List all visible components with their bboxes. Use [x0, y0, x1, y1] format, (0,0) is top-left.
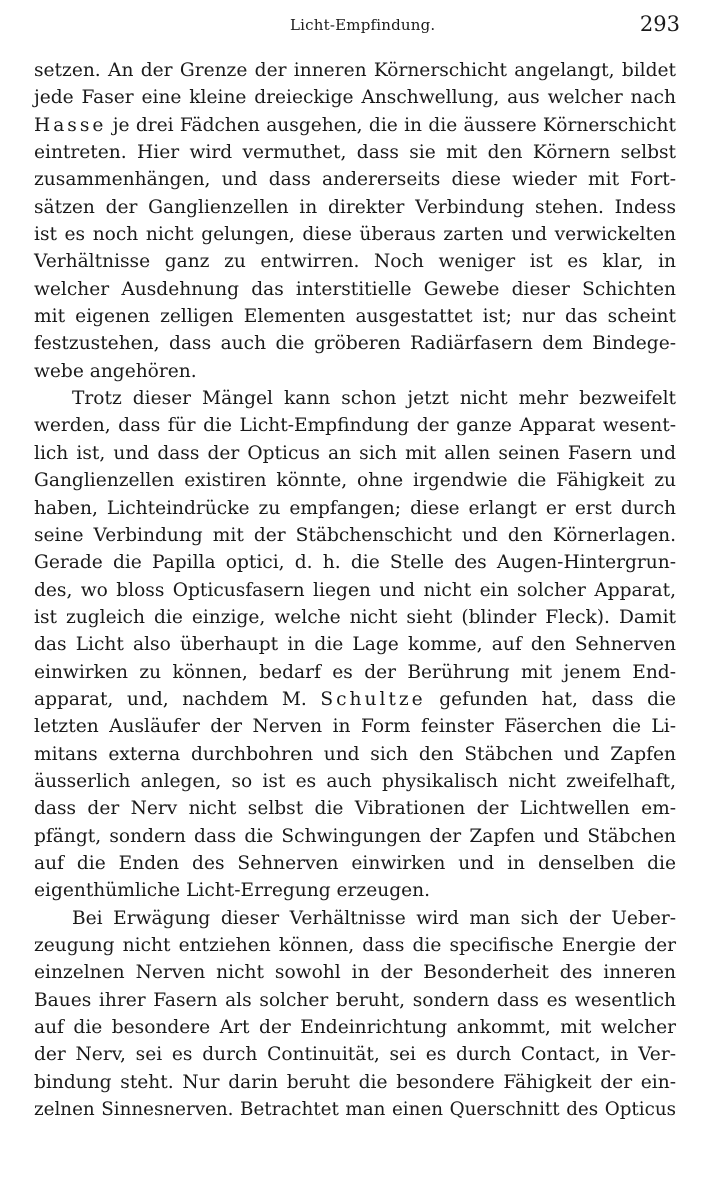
text-line: Ganglienzellen existiren könnte, ohne irgendwie die Fähigkeit zu: [34, 470, 676, 492]
text-line: seine Verbindung mit der Stäbchenschicht und den Körnerlagen.: [34, 524, 676, 546]
text-line: welcher Ausdehnung das interstitielle Gewebe dieser Schichten: [34, 278, 676, 300]
text-line: eigenthümliche Licht-Erregung erzeugen.: [34, 880, 430, 902]
text-line: festzustehen, dass auch die gröberen Radiärfasern dem Bindege-: [34, 333, 676, 355]
text-line: ist zugleich die einzige, welche nicht sieht (blinder Fleck). Damit: [34, 606, 676, 628]
text-line: webe angehören.: [34, 360, 197, 382]
text-line: lich ist, und dass der Opticus an sich mit allen seinen Fasern und: [34, 442, 676, 464]
text-line: Baues ihrer Fasern als solcher beruht, sondern dass es wesentlich: [34, 989, 676, 1011]
text-line: eintreten. Hier wird vermuthet, dass sie mit den Körnern selbst: [34, 142, 676, 164]
text-line: zusammenhängen, und dass andererseits diese wieder mit Fort-: [34, 169, 676, 191]
text-line: pfängt, sondern dass die Schwingungen der Zapfen und Stäbchen: [34, 825, 676, 847]
emphasized-name: Schultze: [320, 688, 426, 710]
text-line: zeugung nicht entziehen können, dass die specifische Energie der: [34, 935, 676, 956]
text-line: Trotz dieser Mängel kann schon jetzt nicht mehr bezweifelt: [72, 388, 676, 410]
running-title: Licht-Empfindung.: [290, 16, 436, 34]
text-line: auf die Enden des Sehnerven einwirken und in denselben die: [34, 852, 676, 874]
text-line: einwirken zu können, bedarf es der Berührung mit jenem End-: [34, 661, 676, 683]
text-line: auf die besondere Art der Endeinrichtung ankommt, mit welcher: [34, 1017, 676, 1039]
body-text: [34, 57, 676, 1123]
text-line: Gerade die Papilla optici, d. h. die Stelle des Augen-Hintergrun-: [34, 552, 676, 574]
text-line: letzten Ausläufer der Nerven in Form feinster Fäserchen die Li-: [34, 716, 676, 738]
text-line: dass der Nerv nicht selbst die Vibrationen der Lichtwellen em-: [34, 798, 676, 820]
text-line: einzelnen Nerven nicht sowohl in der Besonderheit des inneren: [34, 962, 676, 984]
text-line: mitans externa durchbohren und sich den Stäbchen und Zapfen: [34, 743, 676, 765]
text-line: äusserlich anlegen, so ist es auch physikalisch nicht zweifelhaft,: [34, 770, 676, 792]
page-number: 293: [639, 12, 680, 36]
text-line: werden, dass für die Licht-Empfindung der ganze Apparat wesent-: [34, 415, 676, 437]
text-line: jede Faser eine kleine dreieckige Anschwellung, aus welcher nach: [34, 87, 676, 109]
text-line: setzen. An der Grenze der inneren Körnerschicht angelangt, bildet: [34, 60, 676, 81]
text-line: zelnen Sinnesnerven. Betrachtet man einen Querschnitt des Opticus: [34, 1099, 676, 1121]
text-line: sätzen der Ganglienzellen in direkter Verbindung stehen. Indess: [34, 196, 676, 218]
text-line: Hasse je drei Fädchen ausgehen, die in die äussere Körnerschicht: [34, 114, 676, 136]
text-line: haben, Lichteindrücke zu empfangen; diese erlangt er erst durch: [34, 497, 676, 519]
running-header: [0, 10, 708, 40]
text-line: mit eigenen zelligen Elementen ausgestattet ist; nur das scheint: [34, 306, 676, 328]
text-line: Verhältnisse ganz zu entwirren. Noch weniger ist es klar, in: [34, 251, 676, 273]
text-line: das Licht also überhaupt in die Lage komme, auf den Sehnerven: [34, 634, 676, 656]
text-line: apparat, und, nachdem M. Schultze gefunden hat, dass die: [34, 688, 676, 710]
text-line: bindung steht. Nur darin beruht die besondere Fähigkeit der ein-: [34, 1071, 676, 1093]
text-line: Bei Erwägung dieser Verhältnisse wird man sich der Ueber-: [72, 907, 676, 929]
text-line: ist es noch nicht gelungen, diese überaus zarten und verwickelten: [34, 224, 676, 246]
emphasized-name: Hasse: [34, 114, 107, 136]
text-line: der Nerv, sei es durch Continuität, sei es durch Contact, in Ver-: [34, 1044, 676, 1066]
text-line: des, wo bloss Opticusfasern liegen und nicht ein solcher Apparat,: [34, 579, 676, 601]
